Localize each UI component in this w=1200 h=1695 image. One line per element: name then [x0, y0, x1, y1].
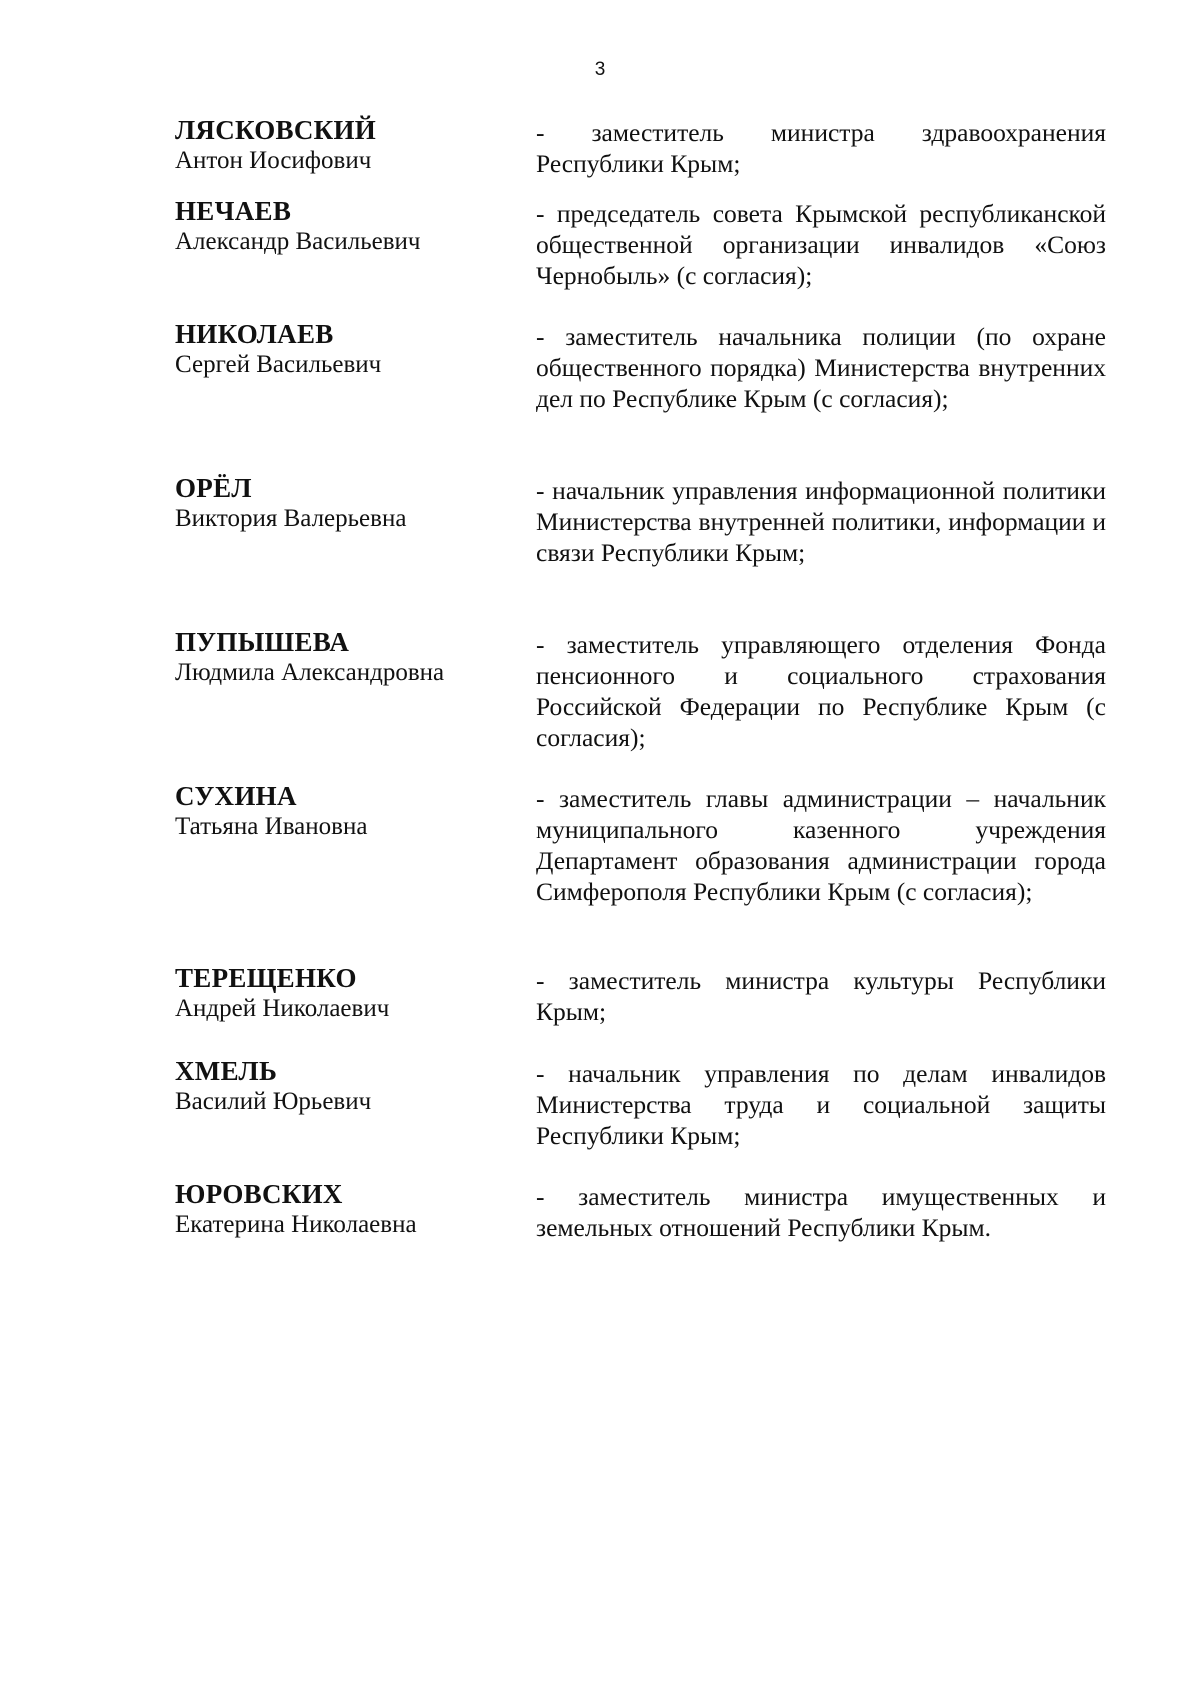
person-name — [175, 115, 505, 176]
position-description: - начальник управления по делам инвалидов Министерства труда и социальной защиты Республики Крым; — [536, 1059, 1106, 1150]
surname: ЮРОВСКИХ — [175, 1179, 343, 1209]
given-names: Антон Иосифович — [175, 147, 372, 174]
position-description: - начальник управления информационной политики Министерства внутренней политики, информации и связи Республики Крым; — [536, 476, 1106, 567]
position-description: - заместитель министра культуры Республики Крым; — [536, 966, 1106, 1026]
position-description: - председатель совета Крымской республиканской общественной организации инвалидов «Союз Чернобыль» (с согласия); — [536, 199, 1106, 290]
given-names: Андрей Николаевич — [175, 995, 390, 1022]
person-name — [175, 319, 505, 380]
person-name — [175, 627, 505, 688]
person-name — [175, 963, 505, 1024]
surname: ХМЕЛЬ — [175, 1056, 278, 1086]
position-description: - заместитель министра имущественных и земельных отношений Республики Крым. — [536, 1182, 1106, 1242]
given-names: Василий Юрьевич — [175, 1088, 372, 1115]
position-description: - заместитель управляющего отделения Фонда пенсионного и социального страхования Российской Федерации по Республике Крым (с согласия); — [536, 630, 1106, 752]
surname: ПУПЫШЕВА — [175, 627, 350, 657]
person-name — [175, 781, 505, 842]
position-description: - заместитель начальника полиции (по охране общественного порядка) Министерства внутренних дел по Республике Крым (с согласия); — [536, 322, 1106, 413]
surname: ОРЁЛ — [175, 473, 252, 503]
given-names: Татьяна Ивановна — [175, 813, 368, 840]
surname: СУХИНА — [175, 781, 297, 811]
position-description: - заместитель министра здравоохранения Республики Крым; — [536, 118, 1106, 178]
surname: НИКОЛАЕВ — [175, 319, 334, 349]
given-names: Александр Васильевич — [175, 228, 421, 255]
given-names: Людмила Александровна — [175, 659, 445, 686]
person-name — [175, 473, 505, 534]
person-name — [175, 1179, 505, 1240]
surname: НЕЧАЕВ — [175, 196, 292, 226]
surname: ЛЯСКОВСКИЙ — [175, 115, 377, 145]
given-names: Екатерина Николаевна — [175, 1211, 417, 1238]
given-names: Сергей Васильевич — [175, 351, 382, 378]
surname: ТЕРЕЩЕНКО — [175, 963, 357, 993]
page-number: 3 — [594, 59, 606, 80]
given-names: Виктория Валерьевна — [175, 505, 407, 532]
person-name — [175, 196, 505, 257]
person-name — [175, 1056, 505, 1117]
position-description: - заместитель главы администрации – начальник муниципального казенного учреждения Департамент образования администрации города Симферополя Республики Крым (с согласия); — [536, 784, 1106, 906]
